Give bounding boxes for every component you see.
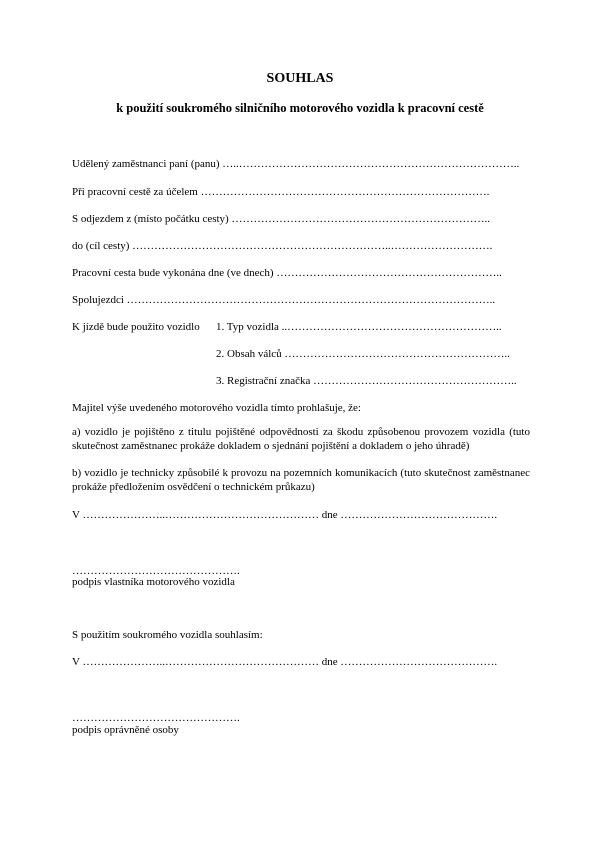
consent-statement: S použitím soukromého vozidla souhlasím: [72, 629, 263, 641]
companions-field[interactable]: Spolujezdci ……………………………………………………………………………………….. [72, 294, 496, 306]
departure-field[interactable]: S odjezdem z (místo počátku cesty) …………………………………………………………….. [72, 213, 490, 225]
document-subtitle: k použití soukromého silničního motorového vozidla k pracovní cestě [116, 101, 484, 115]
owner-declaration: Majitel výše uvedeného motorového vozidla tímto prohlašuje, že: [72, 402, 361, 414]
vehicle-type-field[interactable]: 1. Typ vozidla ..………………………………………………….. [216, 321, 502, 333]
cylinder-volume-field[interactable]: 2. Obsah válců …………………………………………………….. [216, 348, 510, 360]
vehicle-label: K jízdě bude použito vozidlo [72, 321, 200, 333]
signature-label-authorized: podpis oprávněné osoby [72, 724, 179, 736]
clause-a: a) vozidlo je pojištěno z titulu pojištěné odpovědnosti za škodu způsobenou provozem vozidla (tuto skutečnost zaměstnanec prokáže dokladem o sjednání pojištění a dokladem o jeho úhradě) [72, 426, 530, 452]
clause-b: b) vozidlo je technicky způsobilé k provozu na pozemních komunikacích (tuto skutečnost zaměstnanec prokáže předložením osvědčení o technickém průkazu) [72, 467, 530, 493]
destination-field[interactable]: do (cíl cesty) ……………………………………………………………..………………………. [72, 240, 493, 252]
place-date-field-owner[interactable]: V …………………..…………………………………… dne ……………………………………. [72, 509, 498, 521]
document-title: SOUHLAS [266, 71, 334, 86]
employee-field[interactable]: Udělený zaměstnanci paní (panu) …..………………………………………………………………….. [72, 158, 520, 170]
registration-plate-field[interactable]: 3. Registrační značka ……………………………………………….. [216, 375, 517, 387]
place-date-field-authorized[interactable]: V …………………..…………………………………… dne ……………………………………. [72, 656, 498, 668]
signature-line-authorized[interactable]: ………………………………………. [72, 712, 240, 724]
signature-label-owner: podpis vlastníka motorového vozidla [72, 576, 235, 588]
duration-field[interactable]: Pracovní cesta bude vykonána dne (ve dnech) …………………………………………………….. [72, 267, 502, 279]
purpose-field[interactable]: Při pracovní cestě za účelem ……………………………………………………………………. [72, 186, 490, 198]
signature-line-owner[interactable]: ………………………………………. [72, 565, 240, 577]
